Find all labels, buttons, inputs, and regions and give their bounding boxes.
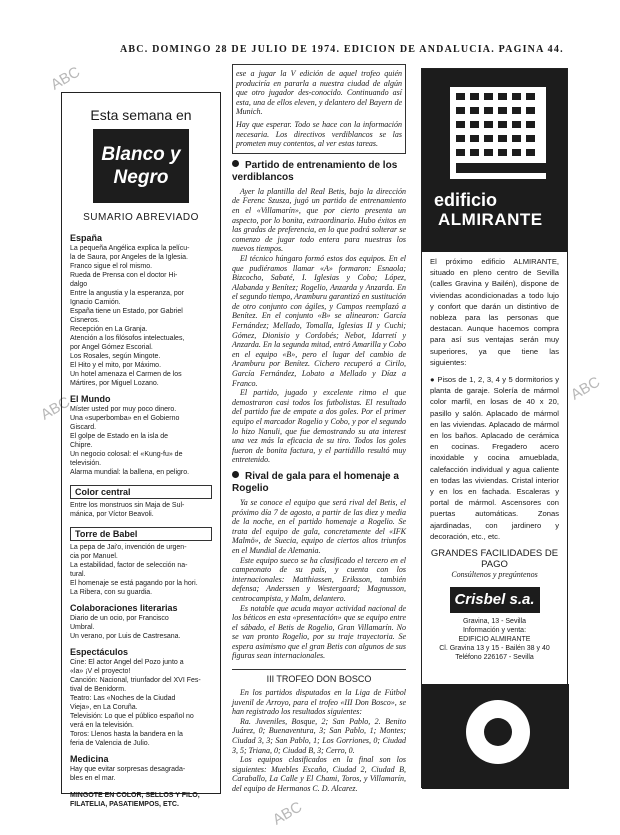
article-paragraph: El partido, jugado y excelente ritmo el que demostraron casi todos los futbolistas. El resultado del partido fue de empate a dos goles. Por el primer equipo el marcador Rogelio y Cobo, y por el segundo lo hizo Nanuli, que fue demostrando su ata interest una vez más la eficacia de su tiro. Todos los goles fueron de bonita factura, y el partidillo resultó muy entretenido. bbox=[232, 388, 406, 465]
summary-line: La estabilidad, factor de selección na- bbox=[70, 562, 188, 569]
summary-line: Un verano, por Luis de Castresana. bbox=[70, 633, 181, 640]
contact-line: Teléfono 226167 - Sevilla bbox=[455, 654, 534, 662]
summary-line: La pequeña Angélica explica la pelícu- bbox=[70, 245, 190, 252]
article-paragraph: Ra. Juveniles, Bosque, 2; San Pablo, 2. Benito Juárez, 0; Buenaventura, 3; San Pablo, 1; Montes; Ciudad 3, 3; San Pablo, 1; Los Gorriones, 0; Ciudad 3, 5; Triana, 0; Ciudad B, 3; Cerro, 0. bbox=[232, 716, 406, 755]
bullet-icon bbox=[232, 160, 239, 167]
summary-line: dalgo bbox=[70, 281, 88, 288]
summary-line: Toros: Llenos hasta la bandera en la bbox=[70, 731, 183, 738]
article-paragraph: Ayer la plantilla del Real Betis, bajo la dirección de Ferenc Szusza, jugó un partido de entrenamiento en el «Villamarín», que por cierto presenta un aspecto, por lo bonita, extraordinario. Hubo éxitos en las gradas de preferencia, en lo que podrá solterar se comenzo de jugar todo entera para nuestras los nuevos tiempos. bbox=[232, 186, 406, 254]
summary-line: Teatro: Las «Noches de la Ciudad bbox=[70, 695, 176, 702]
summary-line: la de Saura, por Angeles de la Iglesia. bbox=[70, 254, 188, 261]
article2-body bbox=[232, 498, 406, 661]
advertisement bbox=[421, 68, 568, 788]
watermark-mid-right: ABC bbox=[567, 373, 604, 404]
contact-line: Gravina, 13 - Sevilla bbox=[462, 618, 527, 626]
watermark-mid-left: ABC bbox=[37, 393, 74, 424]
ad-building-panel bbox=[422, 69, 567, 252]
summary-line: televisión. bbox=[70, 460, 102, 467]
article-paragraph: El técnico húngaro formó estos dos equipos. En el que pudiéramos llamar «A» formaron: Esnaola; Bizcocho, Sabaté, I. Iglesias y Cobo; López, Alabanda y Benítez; Rogelio, Anzarda y Anzarda. En el segundo tiempo, Aramburu garantizó en sustitución de otro conjunto con ágiles, y Campos reemplazó a Benítez. En el conjunto «B» se alinearon: García Fernández; Mellado, Tomalla, Iglesias II y Cuchi; Gómez, Dionisio y Cordobés; Nebot, Idarretí y Anzarda. En la segunda mitad, entró Amarilla y Cobo en el equipo «B», pero el lugar del cambio de Aramburu por Benítez. Cichero recuperó a Cirilo, García Fernández, Lobato a Mellado y Díaz a Franco. bbox=[232, 253, 406, 388]
summary-line: tival de Benidorm. bbox=[70, 686, 127, 693]
summary-section-title: Espectáculos bbox=[70, 647, 129, 657]
bullet-icon bbox=[232, 471, 239, 478]
summary-line: Canción: Nacional, triunfador del XVI Fes- bbox=[70, 677, 201, 684]
summary-line: feria de Valencia de Julio. bbox=[70, 740, 150, 747]
summary-line: Cine: El actor Angel del Pozo junto a bbox=[70, 659, 184, 666]
summary-line: El golpe de Estado en la isla de bbox=[70, 433, 169, 440]
trofeo-headline: III TROFEO DON BOSCO bbox=[232, 669, 406, 684]
contact-line: EDIFICIO ALMIRANTE bbox=[458, 636, 531, 644]
article-paragraph: Es notable que acuda mayor actividad nacional de los béticos en esta «presentación» que se equipo entre el sábado, el Betis de Rogelio, Gran Villamarín. No se van pronto Rogelio, por su traje trayectoria. Se espera asimismo que el gran Betis con algunos de sus figuras sean internacionales. bbox=[232, 603, 406, 661]
article-paragraph: Ya se conoce el equipo que será rival del Betis, el próximo día 7 de agosto, a partir de las diez y media de la noche, en el partido homenaje a Rogelio. Se trata del equipo de gala, concretamente del «IFK Malmö», de Suecia, equipo de ciertos altos triunfos en el Mundial de Alemania. bbox=[232, 497, 406, 555]
article-paragraph: En los partidos disputados en la Liga de Fútbol juvenil de Arroyo, para el trofeo «III Don Bosco», se han registrado los resultados siguientes: bbox=[232, 688, 406, 717]
summary-intro: Esta semana en bbox=[90, 107, 192, 123]
summary-line: bles en el mar. bbox=[70, 775, 116, 782]
summary-line: La pepa de Jai'o, invención de urgen- bbox=[70, 544, 187, 551]
summary-line: cia por Manuel. bbox=[70, 553, 118, 560]
ad-features: ● Pisos de 1, 2, 3, 4 y 5 dormitorios y planta de garaje. Solería de mármol color marfil, en losas de 40 x 20, pasillo y salón. Aplacado de mármol en las viviendas. Aplacado de mármol en los baños. Aplacado de cerámica en cocinas. Fregadero acero inoxidable y cocina amueblada, calefacción individual y agua caliente en todas las viviendas. Cristal interior y en los en fachada. Escaleras y portal de mármol. Ascensores con puertas automáticas. Zonas ajardinadas, con jardinero y decoración, etc., etc. bbox=[430, 375, 559, 541]
article-paragraph: Los equipos clasificados en la final son los siguientes: Muebles Escaño, Ciudad 2, Ciudad B, Caraballo, La Calle y El Chami, Toros, y Villamarín, del equipo de Hermanos C. D. Alcarez. bbox=[232, 755, 406, 793]
summary-line: mánica, por Víctor Beavoli. bbox=[70, 511, 154, 518]
article-column bbox=[232, 60, 406, 812]
summary-section-title: Color central bbox=[70, 485, 212, 499]
page-header: ABC. DOMINGO 28 DE JULIO DE 1974. EDICION DE ANDALUCIA. PAGINA 44. bbox=[120, 44, 564, 55]
summary-line: Umbral. bbox=[70, 624, 95, 631]
summary-section-title: España bbox=[70, 233, 103, 243]
intro-paragraph: Hay que esperar. Todo se hace con la información necesaria. Los directivos verdiblancos se las prometen muy contentos, al ver estas tareas. bbox=[236, 119, 402, 149]
article1-headline: Partido de entrenamiento de los verdiblancos bbox=[232, 159, 398, 183]
summary-section-title: Medicina bbox=[70, 754, 109, 764]
summary-line: El Hito y el mito, por Máximo. bbox=[70, 362, 162, 369]
summary-line: Cisneros. bbox=[70, 317, 100, 324]
summary-line: Rueda de Prensa con el doctor Hi- bbox=[70, 272, 178, 279]
summary-line: por Angel Gómez Escorial. bbox=[70, 344, 153, 351]
ad-body: El próximo edificio ALMIRANTE, situado en pleno centro de Sevilla (calles Gravina y Bailén), dispone de viviendas acondicionadas a todo lujo y confort que darán un distintivo de nobleza para las personas que destacan. Aunque hacemos compra para así sus ventajas serán muy superiores, ya que tiene las siguientes: bbox=[430, 257, 559, 367]
summary-line: Recepción en La Granja. bbox=[70, 326, 148, 333]
summary-section-title: Torre de Babel bbox=[70, 527, 212, 541]
ad-contact bbox=[422, 617, 567, 662]
contact-line: Información y venta: bbox=[462, 627, 527, 635]
intro-paragraph: ese a jugar la V edición de aquel trofeo quién produciría en pararla a nuestra ciudad de algún que otro jugador des-conocido. Continuando así esta, una de ellos eleven, y delantero del Bayern de Munich. bbox=[236, 69, 402, 117]
article1-body bbox=[232, 187, 406, 465]
crisbel-logo: Crisbel s.a. bbox=[450, 587, 540, 613]
summary-line: Alarma mundial: la ballena, en peligro. bbox=[70, 469, 190, 476]
trofeo-body bbox=[232, 688, 406, 794]
summary-line: Ignacio Camión. bbox=[70, 299, 121, 306]
ad-title-almirante: ALMIRANTE bbox=[438, 210, 543, 229]
ad-financing-sub: Consúltenos y pregúntenos bbox=[451, 570, 538, 580]
summary-box bbox=[61, 92, 221, 808]
summary-line: La Ribera, con su guardia. bbox=[70, 589, 153, 596]
magazine-logo: Blanco y Negro bbox=[93, 129, 189, 203]
summary-line: Un negocio colosal: el «Kung-fu» de bbox=[70, 451, 183, 458]
contact-line: Cl. Gravina 13 y 15 - Bailén 38 y 40 bbox=[439, 645, 550, 653]
summary-section-title: El Mundo bbox=[70, 394, 111, 404]
article-paragraph: Este equipo sueco se ha clasificado el tercero en el campeonato de su país, y cuenta con los internacionales: Matthiassen, Eriksson, también defensa; Anderssen y Westergaard; Magnusson, centrocampista, y Malm, delantero. bbox=[232, 555, 406, 603]
summary-line: Míster usted por muy poco dinero. bbox=[70, 406, 177, 413]
summary-line: España tiene un Estado, por Gabriel bbox=[70, 308, 183, 315]
ad-bottom-graphic bbox=[422, 684, 569, 789]
summary-footer: MINGOTE EN COLOR, SELLOS Y FILO, FILATELIA, PASATIEMPOS, ETC. bbox=[70, 792, 200, 808]
watermark-bottom: ABC bbox=[269, 798, 306, 829]
summary-line: Un hotel amenaza el Carmen de los bbox=[70, 371, 182, 378]
summary-line: tural. bbox=[70, 571, 86, 578]
summary-line: Franco sigue el rol mismo. bbox=[70, 263, 153, 270]
summary-line: verá en la televisión. bbox=[70, 722, 134, 729]
ad-financing: GRANDES FACILIDADES DE PAGO bbox=[430, 548, 559, 571]
summary-line: Vieja», en La Coruña. bbox=[70, 704, 138, 711]
summary-line: Giscard. bbox=[70, 424, 97, 431]
summary-line: Entre la angustia y la esperanza, por bbox=[70, 290, 185, 297]
summary-sections bbox=[70, 233, 212, 783]
summary-line: Mártires, por Miguel Lozano. bbox=[70, 380, 159, 387]
summary-line: Los Rosales, según Mingote. bbox=[70, 353, 161, 360]
summary-line: Atención a los filósofos intelectuales, bbox=[70, 335, 185, 342]
article2-headline: Rival de gala para el homenaje a Rogelio bbox=[232, 470, 399, 494]
summary-line: Diario de un ocio, por Francisco bbox=[70, 615, 169, 622]
intro-box bbox=[232, 64, 406, 154]
summary-line: Hay que evitar sorpresas desagrada- bbox=[70, 766, 186, 773]
bullet-icon: ● bbox=[430, 375, 438, 385]
summary-line: «la» ¡V el proyecto! bbox=[70, 668, 131, 675]
summary-line: Chipre. bbox=[70, 442, 93, 449]
summary-subtitle: SUMARIO ABREVIADO bbox=[83, 212, 199, 223]
ad-bottom-panel bbox=[422, 684, 569, 789]
watermark-top-left: ABC bbox=[47, 63, 84, 94]
summary-line: Entre los monstruos sin Maja de Sul- bbox=[70, 502, 185, 509]
ad-title-edificio: edificio bbox=[434, 190, 498, 210]
summary-line: Una «superbomba» en el Gobierno bbox=[70, 415, 180, 422]
summary-line: Televisión: Lo que el público español no bbox=[70, 713, 194, 720]
summary-line: El homenaje se está pagando por la hori. bbox=[70, 580, 198, 587]
summary-section-title: Colaboraciones literarias bbox=[70, 603, 178, 613]
